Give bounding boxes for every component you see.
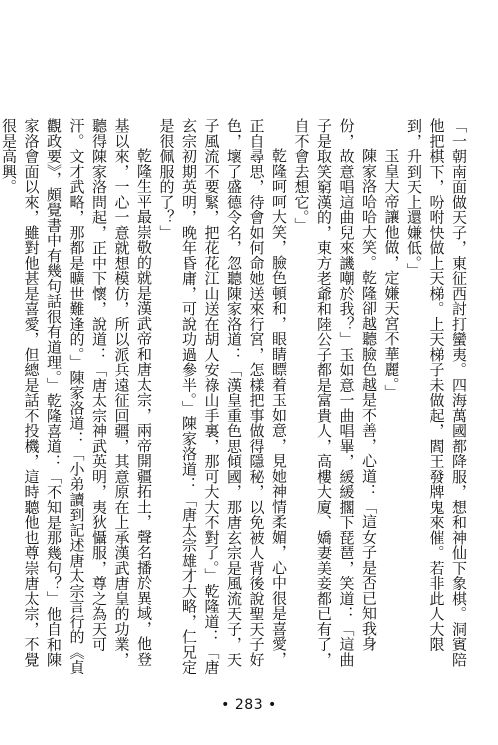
paragraph-qianlong-admires: 乾隆生平最崇敬的就是漢武帝和唐太宗，兩帝開疆拓土，聲名播於異域，他登基以來，一心一意就想模仿，所以派兵遠征回疆，其意原在上承漢武唐皇的功業，聽得陳家洛問起，正中下懷，說道：「唐太宗神武英明，夷狄懾服，尊之為天可汗。文才武略，那都是曠世難逢的。」陳家洛道：「小弟讀到記述唐太宗言行的《貞觀政要》，頗覺書中有幾句話很有道理。」乾隆喜道：「不知是那幾句？」他自和陳家洛會面以來，雖對他甚是喜愛，但總是話不投機，這時聽他也尊崇唐太宗，不覺很是高興。	[0, 118, 153, 675]
page-number: • 283 •	[221, 697, 277, 713]
paragraph-chen-laughs: 陳家洛哈哈大笑。乾隆卻越聽臉色越是不善，心道：「這女子是否已知我身份，故意唱這曲兒來譏嘲於我？」玉如意一曲唱畢，緩緩擱下琵琶，笑道：「這曲子是取笑窮漢的，東方老爺和陸公子都是富貴人，高樓大廈、嬌妻美妾都已有了，自不會去想它。」	[292, 118, 378, 667]
paragraph-qianlong-laughs: 乾隆呵呵大笑，臉色頓和，眼睛瞟着玉如意，見她神情柔媚，心中很是喜愛，正自尋思，待會如何命她送來行宮，怎樣把事做得隱秘，以免被人背後說聖天子好色，壞了盛德令名，忽聽陳家洛道：「漢皇重色思傾國，那唐玄宗是風流天子，天子風流不要緊，把花花江山送在胡人安祿山手裏，那可大大不對了。」乾隆道：「唐玄宗初期英明，晚年昏庸，可說功過參半。」陳家洛道：「唐太宗雄才大略，仁兄定是很佩服的了？」	[157, 118, 288, 675]
paragraph-poem-ending: 玉皇大帝讓他做，定嫌天宮不華麗。」	[382, 148, 401, 400]
vertical-text-body	[0, 118, 470, 678]
paragraph-poem-continuation: 「一朝南面做天子，東征西討打蠻夷。四海萬國都降服，想和神仙下象棋。洞賓陪他把棋下，吩咐快做上天梯。上天梯子未做起，閻王發牌鬼來催。若非此人大限到，升到天上還嫌低。」	[405, 118, 468, 667]
